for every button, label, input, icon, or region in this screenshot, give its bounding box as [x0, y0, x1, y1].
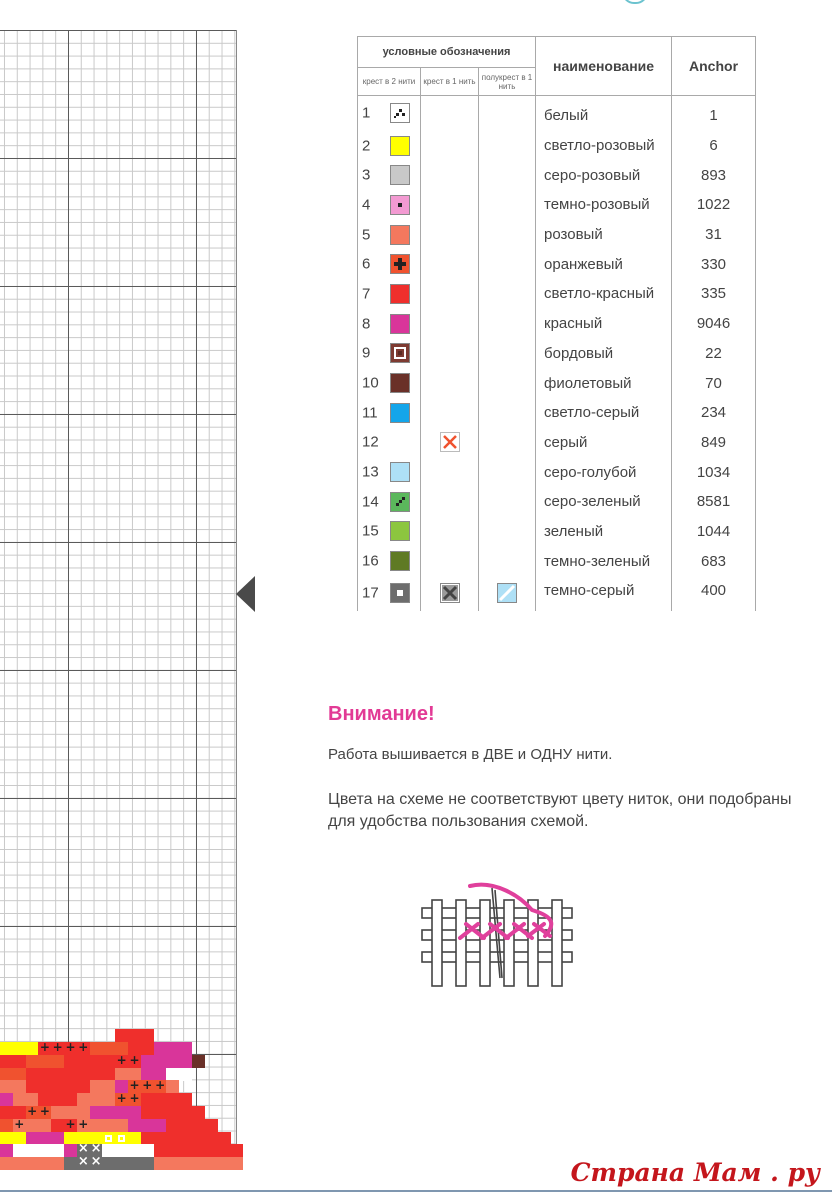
stitch-cell — [102, 1068, 115, 1081]
stitch-cell — [26, 1106, 39, 1119]
stitch-cell — [102, 1042, 115, 1055]
stitch-cell — [154, 1106, 167, 1119]
stitch-cell — [154, 1132, 167, 1145]
legend-row-anchor: 849 — [672, 428, 756, 458]
stitch-cell — [64, 1068, 77, 1081]
color-swatch — [390, 492, 410, 512]
legend-row-name: серый — [536, 428, 672, 458]
stitch-cell — [166, 1055, 179, 1068]
stitch-cell — [230, 1157, 243, 1170]
legend-row-anchor: 893 — [672, 160, 756, 190]
stitch-cell — [90, 1093, 103, 1106]
legend-row-name: темно-зеленый — [536, 546, 672, 576]
legend-header-cross-1: крест в 1 нить — [421, 68, 479, 96]
stitch-cell — [102, 1093, 115, 1106]
color-swatch — [390, 462, 410, 482]
legend-row-anchor: 234 — [672, 398, 756, 428]
stitch-cell — [102, 1157, 115, 1170]
stitch-cell — [51, 1093, 64, 1106]
legend-row — [358, 487, 756, 517]
stitch-cell — [205, 1157, 218, 1170]
stitch-cell — [13, 1144, 26, 1157]
legend-row-number: 5 — [362, 226, 371, 244]
stitch-cell — [128, 1093, 141, 1106]
stitch-cell — [102, 1055, 115, 1068]
stitch-cell — [26, 1157, 39, 1170]
color-swatch — [390, 343, 410, 363]
stitch-cell — [102, 1144, 115, 1157]
stitch-cell — [77, 1119, 90, 1132]
stitch-cell — [230, 1144, 243, 1157]
stitch-cell — [51, 1042, 64, 1055]
legend-row — [358, 517, 756, 547]
stitch-cell — [115, 1068, 128, 1081]
page-turn-arrow-icon[interactable] — [236, 576, 255, 612]
legend-row — [358, 368, 756, 398]
legend-row-name: светло-розовый — [536, 131, 672, 161]
stitch-cell — [205, 1144, 218, 1157]
legend-row-number: 9 — [362, 344, 371, 362]
stitch-cell — [77, 1055, 90, 1068]
stitch-cell — [0, 1055, 13, 1068]
stitch-cell — [179, 1055, 192, 1068]
legend-row-number: 15 — [362, 522, 379, 540]
stitch-cell — [141, 1119, 154, 1132]
stitch-cell — [51, 1132, 64, 1145]
stitch-cell — [13, 1068, 26, 1081]
stitch-cell — [154, 1144, 167, 1157]
legend-row-anchor: 31 — [672, 220, 756, 250]
stitch-cell — [192, 1055, 205, 1068]
stitch-cell — [115, 1093, 128, 1106]
stitch-cell — [64, 1119, 77, 1132]
stitch-cell — [179, 1157, 192, 1170]
stitch-cell — [26, 1144, 39, 1157]
stitch-cell — [13, 1042, 26, 1055]
stitch-cell — [179, 1144, 192, 1157]
half-stitch-symbol-icon — [497, 583, 517, 603]
stitch-cell — [38, 1106, 51, 1119]
stitch-cell — [0, 1106, 13, 1119]
stitch-cell — [128, 1144, 141, 1157]
corner-decoration — [622, 0, 648, 4]
stitch-cell — [192, 1144, 205, 1157]
legend-row-anchor: 335 — [672, 279, 756, 309]
stitch-cell — [38, 1068, 51, 1081]
legend-row-name: темно-розовый — [536, 190, 672, 220]
x-cross-symbol-icon — [440, 432, 460, 452]
stitch-cell — [154, 1055, 167, 1068]
legend-rows — [358, 96, 756, 611]
stitch-cell — [26, 1080, 39, 1093]
stitch-cell — [128, 1157, 141, 1170]
legend-row-number: 17 — [362, 584, 379, 602]
legend-header-name: наименование — [536, 37, 672, 96]
stitch-cell — [166, 1132, 179, 1145]
legend-row-name: белый — [536, 96, 672, 131]
stitch-cell — [51, 1106, 64, 1119]
stitch-cell — [115, 1055, 128, 1068]
legend-row-anchor: 70 — [672, 368, 756, 398]
legend-row — [358, 309, 756, 339]
site-logo[interactable]: Страна Мам . ру — [570, 1158, 820, 1187]
stitch-cell — [38, 1144, 51, 1157]
stitch-cell — [115, 1157, 128, 1170]
stitch-cell — [166, 1068, 179, 1081]
stitch-cell — [0, 1093, 13, 1106]
legend-row-number: 11 — [362, 404, 378, 422]
legend-row-number: 10 — [362, 374, 379, 392]
legend-row-number: 16 — [362, 552, 379, 570]
legend-header-half-1: полукрест в 1 нить — [479, 68, 536, 96]
stitch-cell — [166, 1157, 179, 1170]
color-swatch — [390, 521, 410, 541]
stitch-cell — [51, 1144, 64, 1157]
stitch-cell — [0, 1119, 13, 1132]
stitch-cell — [51, 1157, 64, 1170]
stitch-cell — [0, 1144, 13, 1157]
stitch-cell — [13, 1093, 26, 1106]
stitch-cell — [179, 1106, 192, 1119]
legend-row — [358, 339, 756, 369]
legend-row-name: красный — [536, 309, 672, 339]
stitch-cell — [192, 1157, 205, 1170]
stitch-cell — [13, 1080, 26, 1093]
stitch-cell — [128, 1106, 141, 1119]
stitch-cell — [218, 1132, 231, 1145]
legend-row-name: серо-голубой — [536, 457, 672, 487]
legend-header-symbols: условные обозначения — [358, 37, 536, 68]
stitch-cell — [128, 1119, 141, 1132]
color-swatch — [390, 551, 410, 571]
stitch-cell — [179, 1119, 192, 1132]
legend-header-anchor: Anchor — [672, 37, 756, 96]
stitch-cell — [64, 1055, 77, 1068]
stitch-cell — [141, 1042, 154, 1055]
stitch-cell — [13, 1055, 26, 1068]
stitch-cell — [13, 1157, 26, 1170]
stitch-cell — [51, 1068, 64, 1081]
stitch-cell — [141, 1080, 154, 1093]
legend-row-number: 12 — [362, 433, 379, 451]
stitch-cell — [90, 1080, 103, 1093]
stitch-cell — [115, 1106, 128, 1119]
stitch-cell — [0, 1157, 13, 1170]
legend-row-anchor: 330 — [672, 249, 756, 279]
stitch-cell — [90, 1055, 103, 1068]
stitch-cell — [192, 1119, 205, 1132]
stitch-cell — [64, 1080, 77, 1093]
stitch-cell — [0, 1068, 13, 1081]
stitch-cell — [51, 1119, 64, 1132]
stitch-cell — [141, 1106, 154, 1119]
legend-row — [358, 546, 756, 576]
legend-row-number: 2 — [362, 137, 371, 155]
legend-row-name: оранжевый — [536, 249, 672, 279]
stitch-cell — [128, 1055, 141, 1068]
color-swatch — [390, 373, 410, 393]
legend-row-number: 3 — [362, 166, 371, 184]
stitch-cell — [166, 1119, 179, 1132]
color-swatch — [390, 254, 410, 274]
stitch-cell — [64, 1132, 77, 1145]
stitch-cell — [115, 1132, 128, 1145]
legend-row-number: 6 — [362, 255, 371, 273]
stitch-cell — [64, 1144, 77, 1157]
stitch-cell — [205, 1119, 218, 1132]
stitch-cell — [102, 1080, 115, 1093]
stitch-cell — [51, 1080, 64, 1093]
stitch-cell — [166, 1144, 179, 1157]
legend-row-number: 7 — [362, 285, 371, 303]
color-swatch — [390, 136, 410, 156]
legend-row-name: темно-серый — [536, 576, 672, 611]
stitch-cell — [154, 1119, 167, 1132]
stitch-cell — [218, 1144, 231, 1157]
stitch-cell — [26, 1132, 39, 1145]
stitch-cell — [205, 1132, 218, 1145]
legend-row-name: розовый — [536, 220, 672, 250]
legend-row-anchor: 22 — [672, 339, 756, 369]
legend-row-name: серо-зеленый — [536, 487, 672, 517]
stitch-cell — [154, 1042, 167, 1055]
stitch-cell — [38, 1080, 51, 1093]
legend-row — [358, 96, 756, 131]
legend-header-cross-2: крест в 2 нити — [358, 68, 421, 96]
stitch-cell — [141, 1157, 154, 1170]
legend-row-anchor: 1044 — [672, 517, 756, 547]
needle-weave-illustration — [420, 878, 580, 988]
stitch-cell — [77, 1068, 90, 1081]
stitch-cell — [77, 1157, 90, 1170]
stitch-cell — [192, 1106, 205, 1119]
color-swatch — [390, 103, 410, 123]
attention-title: Внимание! — [328, 703, 435, 725]
stitch-cell — [38, 1042, 51, 1055]
color-swatch — [390, 583, 410, 603]
stitch-cell — [179, 1093, 192, 1106]
footer-divider — [0, 1190, 832, 1192]
legend-row — [358, 160, 756, 190]
legend-row-name: серо-розовый — [536, 160, 672, 190]
stitch-cell — [115, 1144, 128, 1157]
stitch-cell — [77, 1080, 90, 1093]
stitch-cell — [0, 1132, 13, 1145]
stitch-cell — [128, 1029, 141, 1042]
legend-row — [358, 279, 756, 309]
stitch-cell — [51, 1055, 64, 1068]
x-cross-symbol-icon — [440, 583, 460, 603]
stitch-cell — [90, 1157, 103, 1170]
stitch-cell — [192, 1132, 205, 1145]
legend-row-anchor: 6 — [672, 131, 756, 161]
stitch-cell — [166, 1093, 179, 1106]
stitch-cell — [77, 1042, 90, 1055]
stitch-cell — [128, 1132, 141, 1145]
legend-row-anchor: 683 — [672, 546, 756, 576]
legend-row-name: светло-красный — [536, 279, 672, 309]
stitch-cell — [38, 1119, 51, 1132]
legend-row-anchor: 1034 — [672, 457, 756, 487]
legend-row-number: 13 — [362, 463, 379, 481]
stitch-cell — [90, 1119, 103, 1132]
color-swatch — [390, 314, 410, 334]
legend-row-anchor: 400 — [672, 576, 756, 611]
legend-row — [358, 457, 756, 487]
color-swatch — [390, 284, 410, 304]
stitch-cell — [166, 1042, 179, 1055]
legend-row — [358, 398, 756, 428]
stitch-cell — [166, 1106, 179, 1119]
stitch-cell — [102, 1106, 115, 1119]
stitch-cell — [141, 1144, 154, 1157]
stitch-cell — [90, 1042, 103, 1055]
legend-row-number: 1 — [362, 104, 371, 122]
stitch-cell — [218, 1157, 231, 1170]
color-legend-table — [357, 36, 756, 611]
legend-row — [358, 190, 756, 220]
legend-row-name: зеленый — [536, 517, 672, 547]
stitch-cell — [64, 1157, 77, 1170]
legend-row — [358, 576, 756, 611]
stitch-cell — [115, 1029, 128, 1042]
stitch-cell — [179, 1042, 192, 1055]
stitch-cell — [141, 1055, 154, 1068]
legend-row — [358, 428, 756, 458]
stitch-cell — [38, 1132, 51, 1145]
stitch-cell — [115, 1119, 128, 1132]
color-swatch — [390, 165, 410, 185]
stitch-cell — [90, 1068, 103, 1081]
stitch-cell — [179, 1068, 192, 1081]
legend-row-number: 14 — [362, 493, 379, 511]
stitch-cell — [26, 1055, 39, 1068]
attention-line-1: Работа вышивается в ДВЕ и ОДНУ нити. — [328, 746, 613, 763]
stitch-cell — [26, 1068, 39, 1081]
legend-row — [358, 220, 756, 250]
legend-row-anchor: 1022 — [672, 190, 756, 220]
stitch-cell — [154, 1080, 167, 1093]
legend-row-number: 4 — [362, 196, 371, 214]
stitch-cell — [141, 1029, 154, 1042]
stitch-chart-motif — [0, 30, 236, 1170]
stitch-cell — [102, 1119, 115, 1132]
legend-row — [358, 131, 756, 161]
stitch-cell — [38, 1157, 51, 1170]
attention-line-2: Цвета на схеме не соответствуют цвету ниток, они подобраны для удобства пользования схемой. — [328, 791, 792, 830]
stitch-cell — [38, 1055, 51, 1068]
stitch-cell — [26, 1119, 39, 1132]
legend-row — [358, 249, 756, 279]
legend-row-anchor: 8581 — [672, 487, 756, 517]
stitch-cell — [90, 1106, 103, 1119]
stitch-cell — [26, 1042, 39, 1055]
stitch-cell — [0, 1080, 13, 1093]
stitch-cell — [154, 1157, 167, 1170]
stitch-cell — [64, 1093, 77, 1106]
color-swatch — [390, 225, 410, 245]
stitch-cell — [0, 1042, 13, 1055]
legend-row-number: 8 — [362, 315, 371, 333]
stitch-cell — [141, 1132, 154, 1145]
color-swatch — [390, 403, 410, 423]
stitch-cell — [13, 1119, 26, 1132]
stitch-cell — [77, 1093, 90, 1106]
legend-row-anchor: 9046 — [672, 309, 756, 339]
legend-row-name: фиолетовый — [536, 368, 672, 398]
stitch-cell — [179, 1132, 192, 1145]
stitch-cell — [64, 1042, 77, 1055]
legend-row-name: светло-серый — [536, 398, 672, 428]
legend-row-name: бордовый — [536, 339, 672, 369]
stitch-cell — [141, 1093, 154, 1106]
stitch-cell — [13, 1132, 26, 1145]
color-swatch — [390, 195, 410, 215]
legend-row-anchor: 1 — [672, 96, 756, 131]
stitch-cell — [166, 1080, 179, 1093]
stitch-cell — [154, 1093, 167, 1106]
